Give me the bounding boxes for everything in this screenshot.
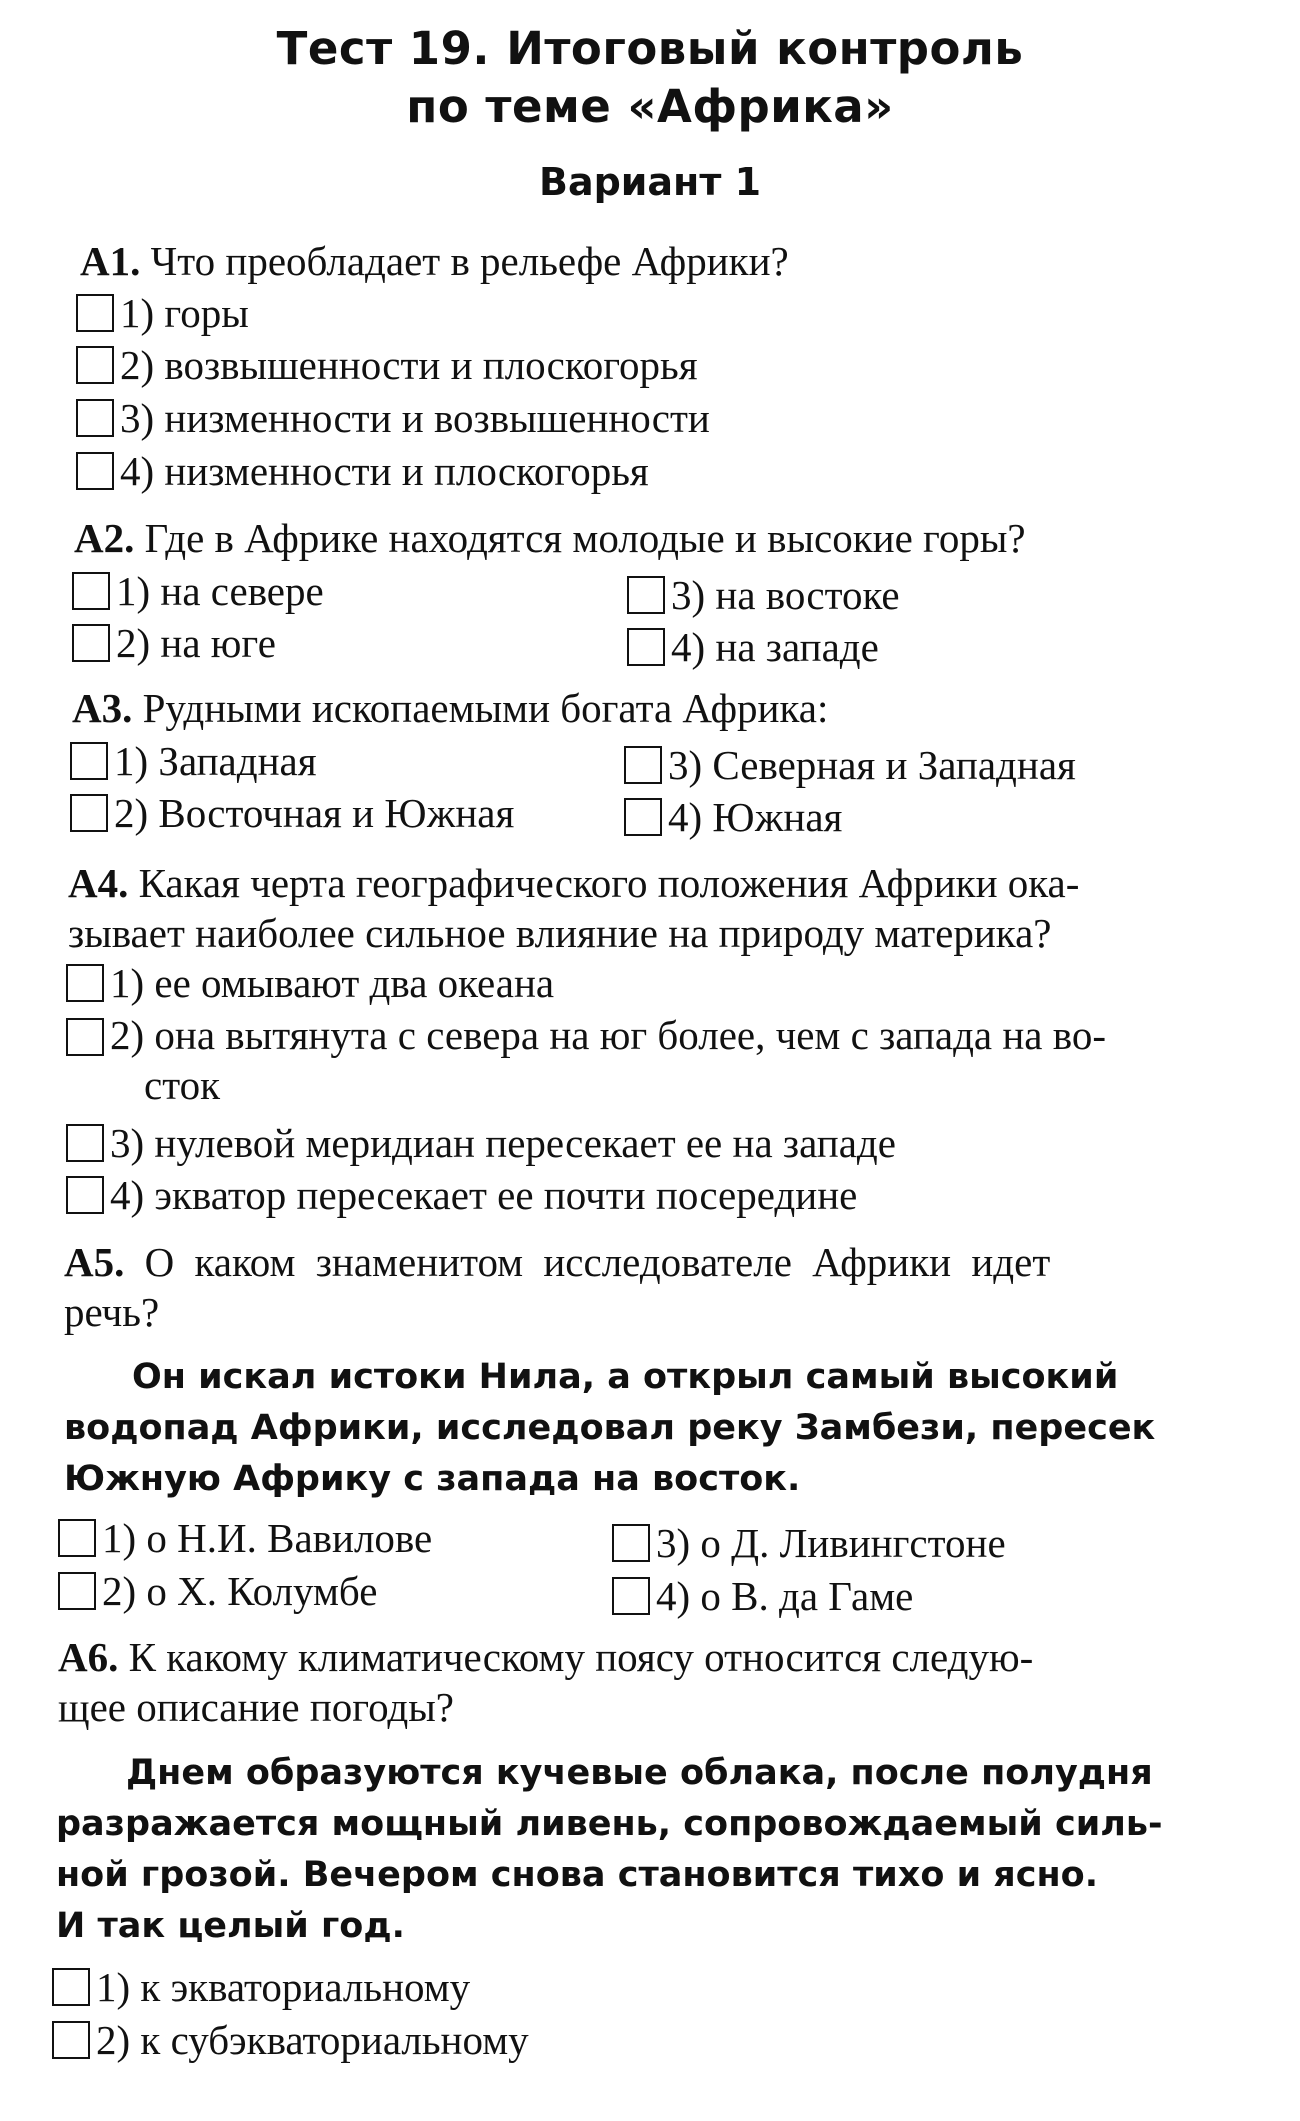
a5-quote <box>64 1352 1155 1505</box>
question-text: Рудными ископаемыми богата Африка: <box>142 685 829 731</box>
quote-line: водопад Африки, исследовал реку Замбези, пересек <box>64 1408 1156 1448</box>
checkbox[interactable] <box>52 2021 90 2059</box>
option-label: 1) на севере <box>116 568 324 614</box>
question-text-cont: щее описание погоды? <box>58 1684 454 1730</box>
question-number: А4. <box>68 860 129 906</box>
option-label: 4) низменности и плоскогорья <box>120 448 649 494</box>
option-label: 2) к субэкваториальному <box>96 2017 529 2063</box>
variant-heading: Вариант 1 <box>538 160 762 204</box>
option-label: 4) на западе <box>671 624 879 670</box>
option-label: 3) Северная и Западная <box>668 742 1076 788</box>
question-a5 <box>64 1237 1050 1337</box>
a5-option-2[interactable] <box>58 1566 377 1616</box>
option-label: 3) о Д. Ливингстоне <box>656 1520 1006 1566</box>
checkbox[interactable] <box>627 628 665 666</box>
option-label: 2) на юге <box>116 620 276 666</box>
option-label: 3) низменности и возвышенности <box>120 395 710 441</box>
checkbox[interactable] <box>627 576 665 614</box>
checkbox[interactable] <box>72 572 110 610</box>
a3-option-3[interactable] <box>624 740 1076 790</box>
page-title-line2: по теме «Африка» <box>406 80 894 133</box>
option-label: 3) нулевой меридиан пересекает ее на западе <box>110 1120 896 1166</box>
a1-option-4[interactable] <box>76 446 649 496</box>
a1-option-2[interactable] <box>76 340 698 390</box>
checkbox[interactable] <box>52 1968 90 2006</box>
a6-option-2[interactable] <box>52 2015 529 2065</box>
question-text-cont: зывает наиболее сильное влияние на природу материка? <box>68 910 1052 956</box>
question-text: Где в Африке находятся молодые и высокие горы? <box>144 515 1026 561</box>
a5-option-1[interactable] <box>58 1513 432 1563</box>
option-label: 4) о В. да Гаме <box>656 1573 914 1619</box>
question-a6 <box>58 1632 1033 1732</box>
quote-line: разражается мощный ливень, сопровождаемый силь- <box>56 1804 1163 1844</box>
checkbox[interactable] <box>66 964 104 1002</box>
option-label: 1) к экваториальному <box>96 1964 471 2010</box>
option-label: 2) о Х. Колумбе <box>102 1568 378 1614</box>
question-number: А6. <box>58 1634 119 1680</box>
question-text: О каком знаменитом исследователе Африки идет <box>144 1239 1051 1285</box>
option-label: 2) возвышенности и плоскогорья <box>120 342 698 388</box>
checkbox[interactable] <box>58 1519 96 1557</box>
checkbox[interactable] <box>66 1176 104 1214</box>
a4-option-2[interactable] <box>66 1010 1106 1110</box>
checkbox[interactable] <box>70 742 108 780</box>
checkbox[interactable] <box>612 1524 650 1562</box>
checkbox[interactable] <box>76 346 114 384</box>
a2-option-1[interactable] <box>72 566 324 616</box>
a2-option-2[interactable] <box>72 618 276 668</box>
checkbox[interactable] <box>76 399 114 437</box>
question-a1 <box>80 236 789 286</box>
a4-option-3[interactable] <box>66 1118 896 1168</box>
a5-option-4[interactable] <box>612 1571 913 1621</box>
a6-quote <box>56 1748 1163 1952</box>
option-label: 2) Восточная и Южная <box>114 790 515 836</box>
question-a3 <box>72 683 828 733</box>
quote-line: Южную Африку с запада на восток. <box>64 1459 801 1499</box>
a6-option-1[interactable] <box>52 1962 470 2012</box>
option-label: 1) горы <box>120 290 249 336</box>
option-label: 1) о Н.И. Вавилове <box>102 1515 433 1561</box>
quote-line: Он искал истоки Нила, а открыл самый высокий <box>132 1357 1119 1397</box>
quote-line: И так целый год. <box>56 1906 405 1946</box>
question-text-cont: речь? <box>64 1289 160 1335</box>
option-label: 1) Западная <box>114 738 317 784</box>
checkbox[interactable] <box>76 294 114 332</box>
option-label: 4) Южная <box>668 794 843 840</box>
question-text: К какому климатическому поясу относится следую- <box>128 1634 1034 1680</box>
a3-option-1[interactable] <box>70 736 317 786</box>
question-number: А1. <box>80 238 141 284</box>
question-number: А5. <box>64 1239 125 1285</box>
page-title-line1: Тест 19. Итоговый контроль <box>276 22 1024 75</box>
a5-option-3[interactable] <box>612 1518 1006 1568</box>
checkbox[interactable] <box>624 798 662 836</box>
question-number: А3. <box>72 685 133 731</box>
a2-option-4[interactable] <box>627 622 879 672</box>
question-text: Какая черта географического положения Африки ока- <box>138 860 1080 906</box>
option-label: 3) на востоке <box>671 572 900 618</box>
a4-option-4[interactable] <box>66 1170 857 1220</box>
quote-line: Днем образуются кучевые облака, после полудня <box>126 1753 1153 1793</box>
a4-option-1[interactable] <box>66 958 554 1008</box>
a3-option-4[interactable] <box>624 792 842 842</box>
checkbox[interactable] <box>70 794 108 832</box>
checkbox[interactable] <box>66 1018 104 1056</box>
checkbox[interactable] <box>624 746 662 784</box>
option-label: 2) она вытянута с севера на юг более, чем с запада на во- сток <box>110 1012 1106 1108</box>
option-label: 1) ее омывают два океана <box>110 960 555 1006</box>
a1-option-3[interactable] <box>76 393 710 443</box>
checkbox[interactable] <box>76 452 114 490</box>
question-text: Что преобладает в рельефе Африки? <box>150 238 789 284</box>
question-a4 <box>68 858 1079 958</box>
option-label: 4) экватор пересекает ее почти посередине <box>110 1172 858 1218</box>
quote-line: ной грозой. Вечером снова становится тихо и ясно. <box>56 1855 1099 1895</box>
a3-option-2[interactable] <box>70 788 514 838</box>
checkbox[interactable] <box>612 1577 650 1615</box>
a2-option-3[interactable] <box>627 570 900 620</box>
checkbox[interactable] <box>72 624 110 662</box>
question-a2 <box>74 513 1026 563</box>
checkbox[interactable] <box>58 1572 96 1610</box>
question-number: А2. <box>74 515 135 561</box>
a1-option-1[interactable] <box>76 288 249 338</box>
checkbox[interactable] <box>66 1124 104 1162</box>
